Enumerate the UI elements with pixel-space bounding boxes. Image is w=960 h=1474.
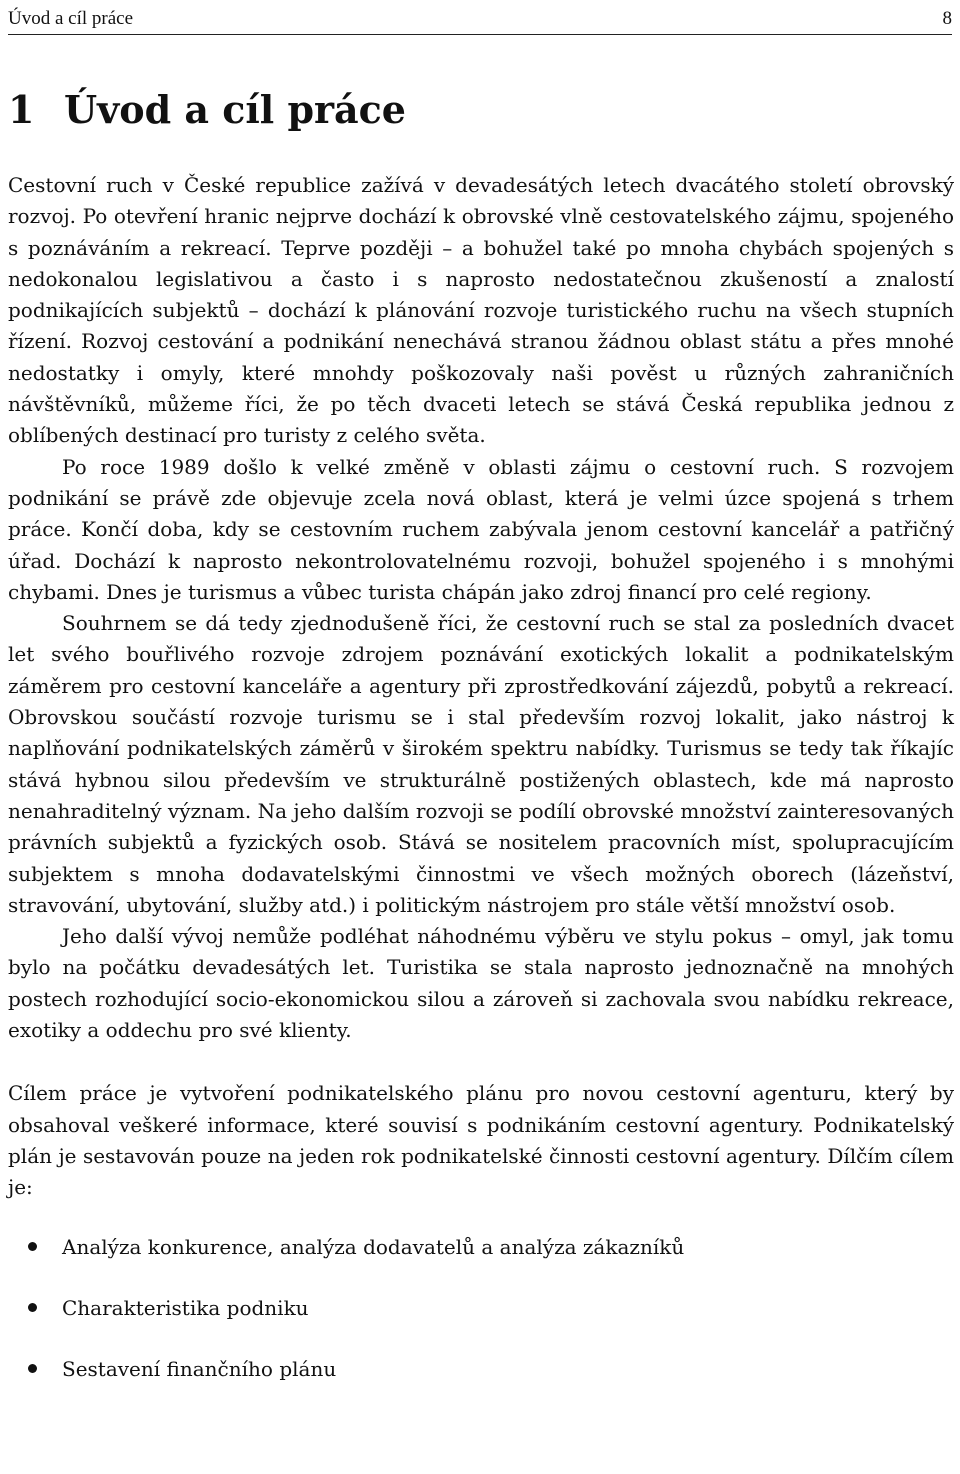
goal-text: Charakteristika podniku	[62, 1295, 309, 1320]
bullet-icon	[28, 1303, 37, 1312]
goal-text: Sestavení finančního plánu	[62, 1356, 337, 1381]
body-text	[8, 170, 954, 1413]
goal-text: Analýza konkurence, analýza dodavatelů a analýza zákazníků	[62, 1234, 685, 1259]
running-header-title: Úvod a cíl práce	[8, 8, 134, 29]
chapter-heading	[8, 78, 406, 142]
running-header	[8, 4, 952, 35]
bullet-icon	[28, 1364, 37, 1373]
chapter-title: Úvod a cíl práce	[64, 87, 406, 132]
list-item	[8, 1352, 954, 1386]
bullet-icon	[28, 1242, 37, 1251]
list-item	[8, 1291, 954, 1325]
list-item	[8, 1230, 954, 1264]
page-number: 8	[942, 8, 952, 29]
paragraph-summary: Souhrnem se dá tedy zjednodušeně říci, že cestovní ruch se stal za posledních dvacet let svého bouřlivého rozvoje zdrojem poznávání exotických lokalit a podnikatelským záměrem pro cestovní kanceláře a agentury při zprostředkování zájezdů, pobytů a rekreací. Obrovskou součástí rozvoje turismu se i stal především rozvoj lokalit, jako nástroj k naplňování podnikatelských záměrů v širokém spektru nabídky. Turismus se tedy tak říkajíc stává hybnou silou především ve strukturálně postižených oblastech, kde má naprosto nenahraditelný význam. Na jeho dalším rozvoji se podílí obrovské množství zainteresovaných právních subjektů a fyzických osob. Stává se nositelem pracovních míst, spolupracujícím subjektem s mnoha dodavatelskými činnostmi ve všech možných oborech (lázeňství, stravování, ubytování, služby atd.) i politickým nástrojem pro stále větší množství osob.	[8, 611, 954, 917]
paragraph-aim: Cílem práce je vytvoření podnikatelského plánu pro novou cestovní agenturu, který by obsahoval veškeré informace, které souvisí s podnikáním cestovní agentury. Podnikatelský plán je sestavován pouze na jeden rok podnikatelské činnosti cestovní agentury. Dílčím cílem je:	[8, 1081, 954, 1200]
paragraph-future: Jeho další vývoj nemůže podléhat náhodnému výběru ve stylu pokus – omyl, jak tomu bylo na počátku devadesátých let. Turistika se stala naprosto jednoznačně na mnohých postech rozhodující socio-ekonomickou silou a zároveň si zachovala svou nabídku rekreace, exotiky a oddechu pro své klienty.	[8, 924, 954, 1043]
goal-list	[8, 1230, 954, 1386]
chapter-number: 1	[8, 87, 35, 132]
paragraph-after-1989: Po roce 1989 došlo k velké změně v oblasti zájmu o cestovní ruch. S rozvojem podnikání se právě zde objevuje zcela nová oblast, která je velmi úzce spojená s trhem práce. Končí doba, kdy se cestovním ruchem zabývala jenom cestovní kancelář a patřičný úřad. Dochází k naprosto nekontrolovatelnému rozvoji, bohužel spojeného i s mnohými chybami. Dnes je turismus a vůbec turista chápán jako zdroj financí pro celé regiony.	[8, 454, 954, 604]
paragraph-intro: Cestovní ruch v České republice zažívá v devadesátých letech dvacátého století obrovský rozvoj. Po otevření hranic nejprve dochází k obrovské vlně cestovatelského zájmu, spojeného s poznáváním a rekreací. Teprve později – a bohužel také po mnoha chybách spojených s nedokonalou legislativou a často i s naprosto nedostatečnou zkušeností a znalostí podnikajících subjektů – dochází k plánování rozvoje turistického ruchu na všech stupních řízení. Rozvoj cestování a podnikání nenechává stranou žádnou oblast státu a přes mnohé nedostatky i omyly, které mnohdy poškozovaly naši pověst u různých zahraničních návštěvníků, můžeme říci, že po těch dvaceti letech se stává Česká republika jednou z oblíbených destinací pro turisty z celého světa.	[8, 173, 954, 448]
